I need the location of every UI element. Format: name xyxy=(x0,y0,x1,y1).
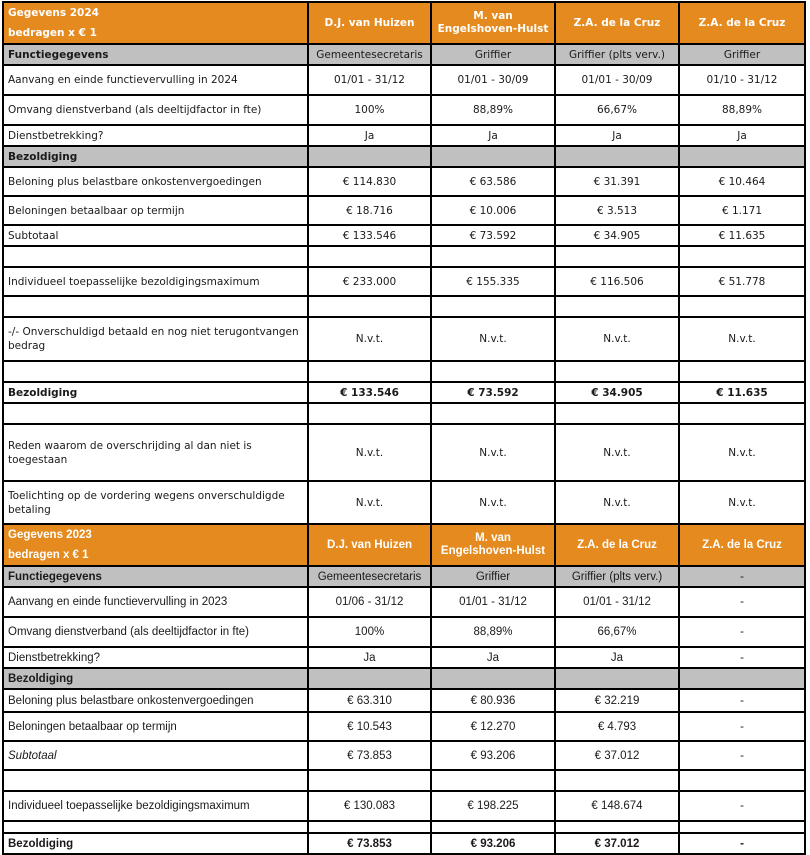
table-2024 xyxy=(3,2,805,524)
cell: - xyxy=(679,617,805,647)
cell: 88,89% xyxy=(679,95,805,125)
cell: € 114.830 xyxy=(308,167,431,196)
table-row xyxy=(3,587,805,617)
cell: - xyxy=(679,741,805,770)
cell: Griffier xyxy=(431,44,555,65)
cell: - xyxy=(679,712,805,741)
cell: € 133.546 xyxy=(308,225,431,246)
cell xyxy=(3,361,308,382)
cell xyxy=(555,770,679,791)
row-label: Toelichting op de vordering wegens onverschuldigde betaling xyxy=(3,481,308,524)
table-row xyxy=(3,791,805,821)
table-row xyxy=(3,65,805,95)
cell: € 3.513 xyxy=(555,196,679,225)
row-label: Functiegegevens xyxy=(3,44,308,65)
cell: N.v.t. xyxy=(431,317,555,361)
cell xyxy=(431,403,555,424)
cell: Ja xyxy=(555,647,679,668)
column-header: Z.A. de la Cruz xyxy=(555,2,679,44)
row-label: Individueel toepasselijke bezoldigingsmaximum xyxy=(3,791,308,821)
cell xyxy=(308,821,431,833)
cell: € 11.635 xyxy=(679,225,805,246)
section-label: Bezoldiging xyxy=(3,668,308,689)
cell: € 148.674 xyxy=(555,791,679,821)
cell xyxy=(3,770,308,791)
cell: € 10.464 xyxy=(679,167,805,196)
column-header: M. van Engelshoven-Hulst xyxy=(431,2,555,44)
header-title xyxy=(3,2,308,44)
cell xyxy=(679,246,805,267)
cell: € 116.506 xyxy=(555,267,679,296)
empty-row xyxy=(3,821,805,833)
cell: N.v.t. xyxy=(308,424,431,481)
table-row xyxy=(3,95,805,125)
cell: 66,67% xyxy=(555,617,679,647)
cell: 01/01 - 31/12 xyxy=(555,587,679,617)
row-label: Beloning plus belastbare onkostenvergoedingen xyxy=(3,689,308,712)
empty-row xyxy=(3,770,805,791)
cell: 01/01 - 31/12 xyxy=(308,65,431,95)
cell: - xyxy=(679,689,805,712)
cell: N.v.t. xyxy=(431,424,555,481)
cell xyxy=(555,821,679,833)
cell: - xyxy=(679,791,805,821)
empty-row xyxy=(3,246,805,267)
cell: - xyxy=(679,833,805,854)
cell: 100% xyxy=(308,617,431,647)
cell: N.v.t. xyxy=(431,481,555,524)
cell: Ja xyxy=(679,125,805,146)
cell xyxy=(555,361,679,382)
cell xyxy=(679,361,805,382)
cell xyxy=(308,361,431,382)
table-row xyxy=(3,647,805,668)
cell: € 18.716 xyxy=(308,196,431,225)
cell xyxy=(308,770,431,791)
cell: Ja xyxy=(431,647,555,668)
cell xyxy=(679,668,805,689)
cell: € 63.586 xyxy=(431,167,555,196)
cell: N.v.t. xyxy=(679,317,805,361)
cell xyxy=(431,668,555,689)
cell: € 31.391 xyxy=(555,167,679,196)
cell: € 10.543 xyxy=(308,712,431,741)
empty-row xyxy=(3,361,805,382)
cell: - xyxy=(679,587,805,617)
table-row xyxy=(3,125,805,146)
cell: € 4.793 xyxy=(555,712,679,741)
cell: N.v.t. xyxy=(555,424,679,481)
table-row xyxy=(3,167,805,196)
row-label: Beloning plus belastbare onkostenvergoedingen xyxy=(3,167,308,196)
cell xyxy=(431,361,555,382)
cell: Ja xyxy=(308,647,431,668)
cell xyxy=(308,403,431,424)
cell: Griffier (plts verv.) xyxy=(555,44,679,65)
cell: 100% xyxy=(308,95,431,125)
cell: € 11.635 xyxy=(679,382,805,403)
table-row xyxy=(3,566,805,587)
cell xyxy=(3,246,308,267)
cell xyxy=(679,146,805,167)
cell: € 12.270 xyxy=(431,712,555,741)
cell: Ja xyxy=(555,125,679,146)
cell: 01/01 - 31/12 xyxy=(431,587,555,617)
cell xyxy=(308,296,431,317)
row-label: Dienstbetrekking? xyxy=(3,647,308,668)
section-row xyxy=(3,668,805,689)
cell: € 80.936 xyxy=(431,689,555,712)
header-title-year: Gegevens 2023 xyxy=(8,529,92,541)
cell: 88,89% xyxy=(431,617,555,647)
row-label: Beloningen betaalbaar op termijn xyxy=(3,196,308,225)
cell: 01/06 - 31/12 xyxy=(308,587,431,617)
cell: € 10.006 xyxy=(431,196,555,225)
table-row xyxy=(3,424,805,481)
cell: Gemeentesecretaris xyxy=(308,566,431,587)
cell: 01/01 - 30/09 xyxy=(555,65,679,95)
header-row-2023 xyxy=(3,524,805,566)
cell: € 63.310 xyxy=(308,689,431,712)
cell: - xyxy=(679,647,805,668)
table-row xyxy=(3,741,805,770)
cell: € 155.335 xyxy=(431,267,555,296)
cell: N.v.t. xyxy=(679,424,805,481)
row-label: Subtotaal xyxy=(3,225,308,246)
cell xyxy=(308,146,431,167)
row-label: -/- Onverschuldigd betaald en nog niet terugontvangen bedrag xyxy=(3,317,308,361)
cell: € 34.905 xyxy=(555,225,679,246)
column-header: M. van Engelshoven-Hulst xyxy=(431,524,555,566)
cell: N.v.t. xyxy=(679,481,805,524)
cell: € 73.592 xyxy=(431,225,555,246)
column-header: D.J. van Huizen xyxy=(308,2,431,44)
cell: € 93.206 xyxy=(431,741,555,770)
row-label: Aanvang en einde functievervulling in 2023 xyxy=(3,587,308,617)
cell: € 73.853 xyxy=(308,833,431,854)
section-label: Bezoldiging xyxy=(3,146,308,167)
cell: 01/10 - 31/12 xyxy=(679,65,805,95)
table-row xyxy=(3,617,805,647)
section-row xyxy=(3,146,805,167)
cell xyxy=(308,668,431,689)
cell: € 198.225 xyxy=(431,791,555,821)
cell xyxy=(431,821,555,833)
table-2023 xyxy=(3,524,805,854)
row-label: Individueel toepasselijke bezoldigingsmaximum xyxy=(3,267,308,296)
cell xyxy=(679,296,805,317)
cell: € 233.000 xyxy=(308,267,431,296)
cell: Griffier (plts verv.) xyxy=(555,566,679,587)
row-label: Bezoldiging xyxy=(3,833,308,854)
cell: Griffier xyxy=(679,44,805,65)
cell xyxy=(679,770,805,791)
cell xyxy=(431,770,555,791)
cell: Ja xyxy=(431,125,555,146)
table-row xyxy=(3,44,805,65)
cell xyxy=(431,246,555,267)
row-label: Omvang dienstverband (als deeltijdfactor in fte) xyxy=(3,617,308,647)
cell: € 73.853 xyxy=(308,741,431,770)
table-row xyxy=(3,481,805,524)
column-header: Z.A. de la Cruz xyxy=(555,524,679,566)
cell xyxy=(431,296,555,317)
row-label: Reden waarom de overschrijding al dan niet is toegestaan xyxy=(3,424,308,481)
table-row xyxy=(3,196,805,225)
cell xyxy=(3,296,308,317)
cell xyxy=(679,403,805,424)
column-header: Z.A. de la Cruz xyxy=(679,2,805,44)
cell: € 73.592 xyxy=(431,382,555,403)
cell: 88,89% xyxy=(431,95,555,125)
cell: € 32.219 xyxy=(555,689,679,712)
row-label: Beloningen betaalbaar op termijn xyxy=(3,712,308,741)
cell: € 93.206 xyxy=(431,833,555,854)
cell: € 37.012 xyxy=(555,741,679,770)
row-label: Subtotaal xyxy=(3,741,308,770)
column-header: D.J. van Huizen xyxy=(308,524,431,566)
row-label: Aanvang en einde functievervulling in 2024 xyxy=(3,65,308,95)
cell: 01/01 - 30/09 xyxy=(431,65,555,95)
empty-row xyxy=(3,296,805,317)
cell: € 37.012 xyxy=(555,833,679,854)
cell xyxy=(3,403,308,424)
table-row xyxy=(3,317,805,361)
cell: N.v.t. xyxy=(308,481,431,524)
row-label: Bezoldiging xyxy=(3,382,308,403)
column-header: Z.A. de la Cruz xyxy=(679,524,805,566)
total-row xyxy=(3,833,805,854)
cell: € 130.083 xyxy=(308,791,431,821)
cell: € 34.905 xyxy=(555,382,679,403)
header-row-2024 xyxy=(3,2,805,44)
cell: Griffier xyxy=(431,566,555,587)
cell xyxy=(3,821,308,833)
cell: € 51.778 xyxy=(679,267,805,296)
header-title-year: Gegevens 2024 xyxy=(8,7,99,19)
wnt-table xyxy=(2,1,806,855)
total-row xyxy=(3,382,805,403)
table-row xyxy=(3,712,805,741)
cell xyxy=(308,246,431,267)
cell xyxy=(555,146,679,167)
cell: € 1.171 xyxy=(679,196,805,225)
cell xyxy=(555,403,679,424)
header-title-unit: bedragen x € 1 xyxy=(8,549,89,561)
cell: Gemeentesecretaris xyxy=(308,44,431,65)
table-row xyxy=(3,689,805,712)
header-title-unit: bedragen x € 1 xyxy=(8,27,97,39)
cell xyxy=(431,146,555,167)
row-label: Omvang dienstverband (als deeltijdfactor in fte) xyxy=(3,95,308,125)
cell: 66,67% xyxy=(555,95,679,125)
cell xyxy=(555,246,679,267)
cell xyxy=(555,296,679,317)
cell xyxy=(679,821,805,833)
cell: - xyxy=(679,566,805,587)
table-row xyxy=(3,267,805,296)
cell: N.v.t. xyxy=(308,317,431,361)
header-title xyxy=(3,524,308,566)
row-label: Functiegegevens xyxy=(3,566,308,587)
cell: Ja xyxy=(308,125,431,146)
cell: € 133.546 xyxy=(308,382,431,403)
row-label: Dienstbetrekking? xyxy=(3,125,308,146)
table-row xyxy=(3,225,805,246)
empty-row xyxy=(3,403,805,424)
cell: N.v.t. xyxy=(555,481,679,524)
cell xyxy=(555,668,679,689)
cell: N.v.t. xyxy=(555,317,679,361)
